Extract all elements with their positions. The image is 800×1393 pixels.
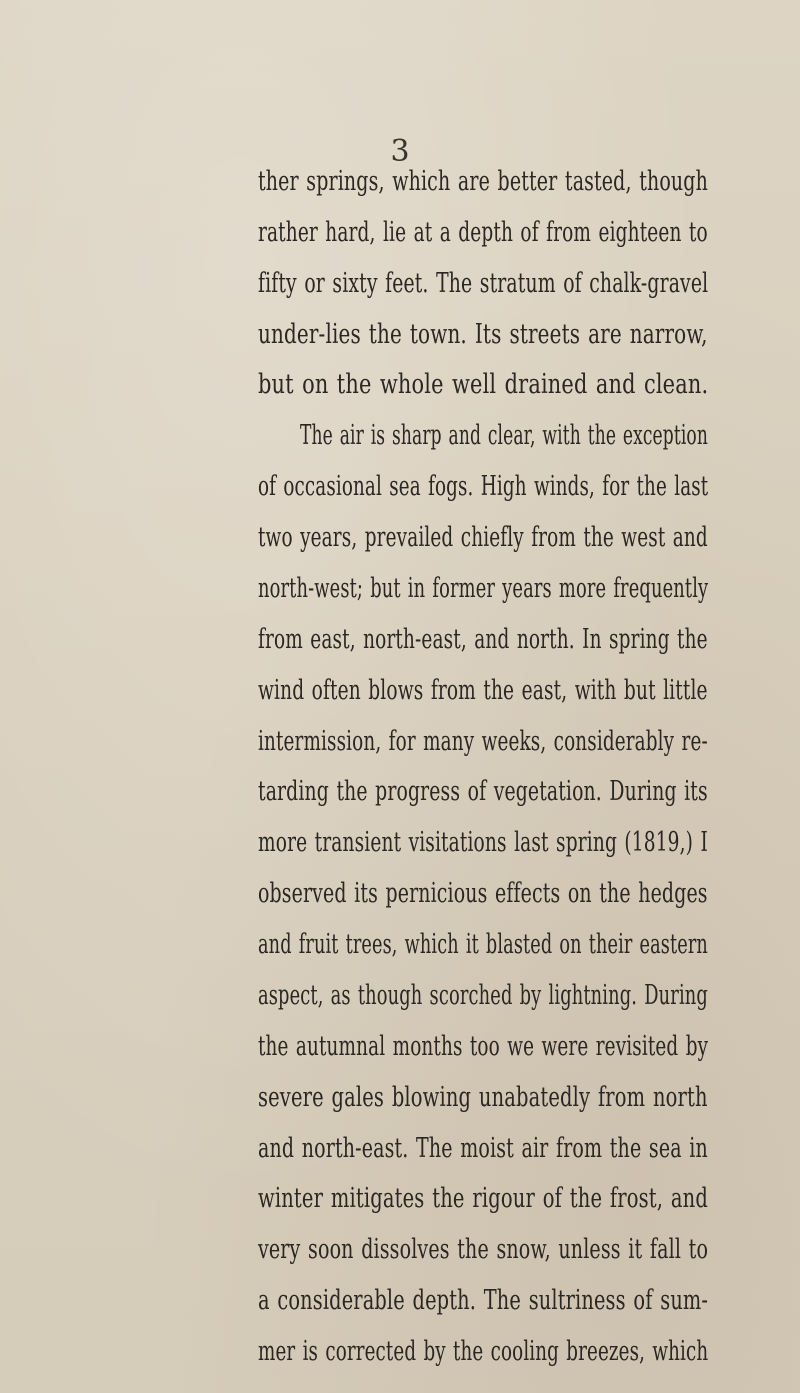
text-line: ther springs, which are better tasted, though bbox=[258, 166, 708, 197]
text-line: and fruit trees, which it blasted on their eastern bbox=[258, 929, 708, 960]
text-line: The air is sharp and clear, with the exception bbox=[300, 420, 708, 451]
page-number: 3 bbox=[390, 134, 410, 169]
text-line: under-lies the town. Its streets are narrow, bbox=[258, 319, 708, 350]
text-line: mer is corrected by the cooling breezes, which bbox=[258, 1336, 709, 1367]
text-line: two years, prevailed chiefly from the west and bbox=[258, 522, 708, 553]
text-line: tarding the progress of vegetation. During its bbox=[258, 776, 708, 807]
text-line: fifty or sixty feet. The stratum of chalk-gravel bbox=[258, 268, 709, 299]
text-line: aspect, as though scorched by lightning. During bbox=[258, 980, 708, 1011]
text-line: rather hard, lie at a depth of from eighteen to bbox=[258, 217, 708, 248]
text-line: from east, north-east, and north. In spring the bbox=[258, 624, 708, 655]
text-line: wind often blows from the east, with but little bbox=[258, 675, 708, 706]
text-line: intermission, for many weeks, considerably re- bbox=[258, 726, 708, 757]
text-line: of occasional sea fogs. High winds, for the last bbox=[258, 471, 709, 502]
text-line: winter mitigates the rigour of the frost, and bbox=[258, 1183, 709, 1214]
text-line: observed its pernicious effects on the hedges bbox=[258, 878, 708, 909]
text-line: a considerable depth. The sultriness of sum- bbox=[258, 1285, 709, 1316]
text-line: but on the whole well drained and clean. bbox=[258, 369, 709, 400]
text-line: more transient visitations last spring (1819,) I bbox=[258, 827, 708, 858]
text-line: the autumnal months too we were revisited by bbox=[258, 1031, 709, 1062]
text-line: very soon dissolves the snow, unless it fall to bbox=[258, 1234, 709, 1265]
text-line: north-west; but in former years more frequently bbox=[258, 573, 709, 604]
text-line: severe gales blowing unabatedly from north bbox=[258, 1082, 708, 1113]
text-line: and north-east. The moist air from the sea in bbox=[258, 1133, 708, 1164]
